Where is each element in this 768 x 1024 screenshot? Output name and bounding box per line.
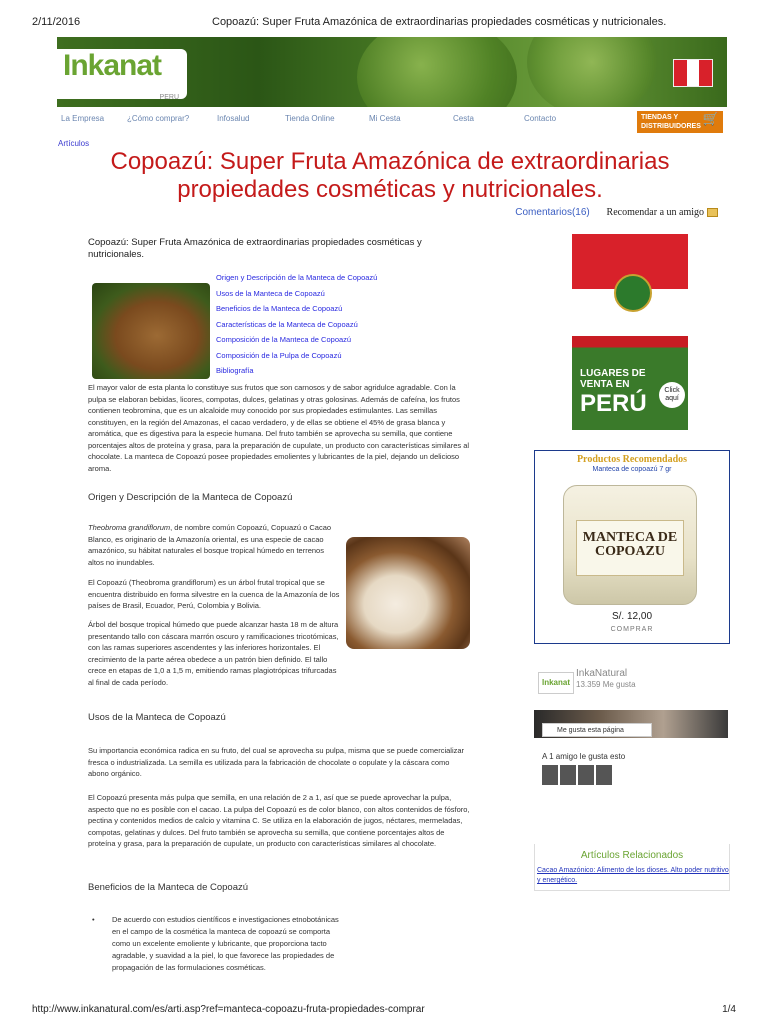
logo-subtext: PERU	[159, 94, 179, 101]
recommended-products	[534, 450, 730, 644]
list-item: De acuerdo con estudios científicos e investigaciones etnobotánicas en el campo de la cosmética la manteca de copoazú se comporta como un excelente emoliente y lubricante, que proporciona tacto agradable, y suavidad a la piel, lo que favorece las propiedades de propagación de las formulaciones cosméticas.	[112, 915, 339, 972]
products-title: Productos Recomendados	[576, 454, 688, 465]
section-heading-usos: Usos de la Manteca de Copoazú	[88, 712, 226, 723]
fb-like-button[interactable]: Me gusta esta página	[542, 723, 652, 737]
fb-page-name[interactable]: InkaNatural	[576, 668, 628, 679]
ad-line: VENTA EN	[580, 379, 630, 390]
paragraph: El Copoazú (Theobroma grandiflorum) es un árbol frutal tropical que se encuentra distribuido en forma silvestre en la cuenca de la Amazonía de los países de Brasil, Ecuador, Perú, Colombia y Bolivia.	[88, 578, 340, 610]
paragraph: Su importancia económica radica en su fruto, del cual se aprovecha su pulpa, misma que se puede comercializar fresca o industrializada. La semilla es utilizada para la fabricación de chocolate o copulate y la cáscara como abono orgánico.	[88, 746, 465, 778]
nav-infosalud[interactable]: Infosalud	[217, 114, 250, 123]
product-price: S/. 12,00	[611, 611, 653, 622]
copoazu-pulp-image	[346, 537, 470, 649]
paragraph: Árbol del bosque tropical húmedo que puede alcanzar hasta 18 m de altura presentando tallo con cáscara marrón oscuro y ramificaciones tricotómicas, con las ramas superiores ascendentes y las inferiores horizontales. El crecimiento de la parte aérea obedece a un patrón bien definido. El tallo crece en etapas de 1,0 a 1,5 m, emitiendo ramas plagiotrópicas trifurcadas al final de cada período.	[88, 620, 339, 687]
section-heading-origen: Origen y Descripción de la Manteca de Copoazú	[88, 492, 293, 503]
article-actions	[515, 207, 718, 218]
fb-friend-thumbnails	[542, 765, 614, 790]
bullet-icon: •	[92, 915, 95, 924]
facebook-widget	[534, 662, 728, 802]
paragraph: El Copoazú presenta más pulpa que semilla, en una relación de 2 a 1, así que se puede aprovechar la pulpa, aspecto que no es posible con el cacao. La pulpa del Copoazú es de color blanco, con altos contenidos de fósforo, pectina y contenidos medios de calcio y vitamina C. Se utiliza en la elaboración de jugos, néctares, mermeladas, compotas, gelatinas y dulces. Del fruto también se aprovecha su semilla, que contiene porcentajes altos de proteína y grasa, para la preparación de cupulate, un producto con características similares al chocolate.	[88, 793, 470, 848]
breadcrumb[interactable]: Artículos	[58, 139, 90, 148]
peru-stores-ad[interactable]	[572, 234, 688, 430]
paragraph: El mayor valor de esta planta lo constituye sus frutos que son carnosos y de sabor agridulce agradable. Con la pulpa se elaboran bebidas, licores, compotas, dulces, gelatinas y otras golosinas. Además de cafeína, los frutos contienen teobromina, que es un alcaloide muy conocido por sus propiedades estimulantes. Las semillas constituyen, en la región del Amazonas, el cacao verdadero, y de ellas se obtiene el 45% de grasa blanca y aromática, que es digestiva para la especie humana. Del fruto también se aprovecha su semilla, que contiene porcentajes altos de proteína y grasa, para la preparación de cupulate, un producto con características similares al chocolate. La manteca de Copoazú posee propiedades emolientes y lubricantes de la piel, dejando un delicioso aroma.	[88, 383, 470, 473]
header-banner	[57, 37, 727, 107]
toc-link[interactable]: Beneficios de la Manteca de Copoazú	[216, 304, 343, 313]
buy-button[interactable]: COMPRAR	[610, 626, 654, 633]
nav-como-comprar[interactable]: ¿Cómo comprar?	[127, 114, 190, 123]
main-nav	[57, 108, 727, 134]
related-title: Artículos Relacionados	[580, 850, 684, 861]
paragraph	[88, 522, 340, 568]
related-link[interactable]: Cacao Amazónico: Alimento de los dioses. Alto poder nutritivo y energético.	[537, 867, 729, 884]
print-title: Copoazú: Super Fruta Amazónica de extraordinarias propiedades cosméticas y nutricionales.	[212, 16, 667, 28]
peru-seal-icon	[614, 274, 652, 312]
table-of-contents	[216, 270, 377, 379]
cart-icon: 🛒	[702, 111, 719, 126]
ad-peru-text: PERÚ	[580, 390, 647, 417]
jar-label: MANTECA DE COPOAZU	[576, 520, 684, 576]
nav-mi-cesta[interactable]: Mi Cesta	[369, 114, 401, 123]
copoazu-fruit-image	[92, 283, 210, 379]
nav-cesta[interactable]: Cesta	[453, 114, 474, 123]
recommend-link[interactable]: Recomendar a un amigo	[606, 207, 704, 218]
click-here-button[interactable]: Click aquí	[659, 382, 685, 408]
tiendas-label: TIENDAS Y DISTRIBUIDORES	[641, 114, 701, 130]
print-page-number: 1/4	[722, 1004, 736, 1015]
toc-link[interactable]: Composición de la Pulpa de Copoazú	[216, 350, 342, 360]
toc-link[interactable]: Origen y Descripción de la Manteca de Copoazú	[216, 273, 378, 282]
fruit-decoration	[357, 37, 517, 107]
nav-la-empresa[interactable]: La Empresa	[61, 114, 105, 123]
print-url: http://www.inkanatural.com/es/arti.asp?ref=manteca-copoazu-fruta-propiedades-comprar	[32, 1004, 425, 1015]
article-body	[88, 237, 470, 972]
toc-link[interactable]: Características de la Manteca de Copoazú	[216, 319, 358, 329]
site-logo[interactable]	[57, 49, 187, 99]
tiendas-button[interactable]	[637, 111, 723, 133]
logo-text: Inkanat	[63, 49, 162, 82]
product-image[interactable]	[563, 485, 697, 605]
paragraph-text: , de nombre común Copoazú, Copuazú o Cacao Blanco, es originario de la Amazonía oriental, es una especie de cacao amazónico, su hábitat naturales el bosque tropical húmedo en terrenos altos no inundables.	[88, 523, 332, 567]
page-title: Copoazú: Super Fruta Amazónica de extraordinarias propiedades cosméticas y nutricionales.	[110, 148, 670, 203]
mail-icon[interactable]	[707, 208, 718, 217]
comments-link[interactable]: Comentarios(16)	[515, 207, 590, 218]
scientific-name: Theobroma grandiflorum	[88, 523, 171, 532]
toc-link[interactable]: Usos de la Manteca de Copoazú	[216, 288, 325, 298]
fb-likes-count: 13.359 Me gusta	[576, 680, 636, 689]
product-name-link[interactable]: Manteca de copoazú 7 gr	[592, 466, 672, 473]
page-avatar[interactable]: Inkanat	[538, 672, 574, 694]
ad-text	[580, 368, 646, 390]
peru-flag-icon[interactable]	[673, 59, 713, 87]
toc-link[interactable]: Bibliografía	[216, 366, 254, 375]
article-intro: Copoazú: Super Fruta Amazónica de extraordinarias propiedades cosméticas y nutricionales.	[88, 237, 422, 260]
ad-line: LUGARES DE	[580, 368, 646, 379]
toc-link[interactable]: Composición de la Manteca de Copoazú	[216, 335, 352, 344]
fruit-decoration	[527, 37, 657, 107]
nav-contacto[interactable]: Contacto	[524, 114, 557, 123]
fb-friends-text: A 1 amigo le gusta esto	[542, 752, 626, 761]
print-date: 2/11/2016	[32, 16, 81, 28]
nav-tienda-online[interactable]: Tienda Online	[285, 114, 335, 123]
related-articles	[534, 844, 730, 891]
section-heading-beneficios: Beneficios de la Manteca de Copoazú	[88, 882, 249, 893]
